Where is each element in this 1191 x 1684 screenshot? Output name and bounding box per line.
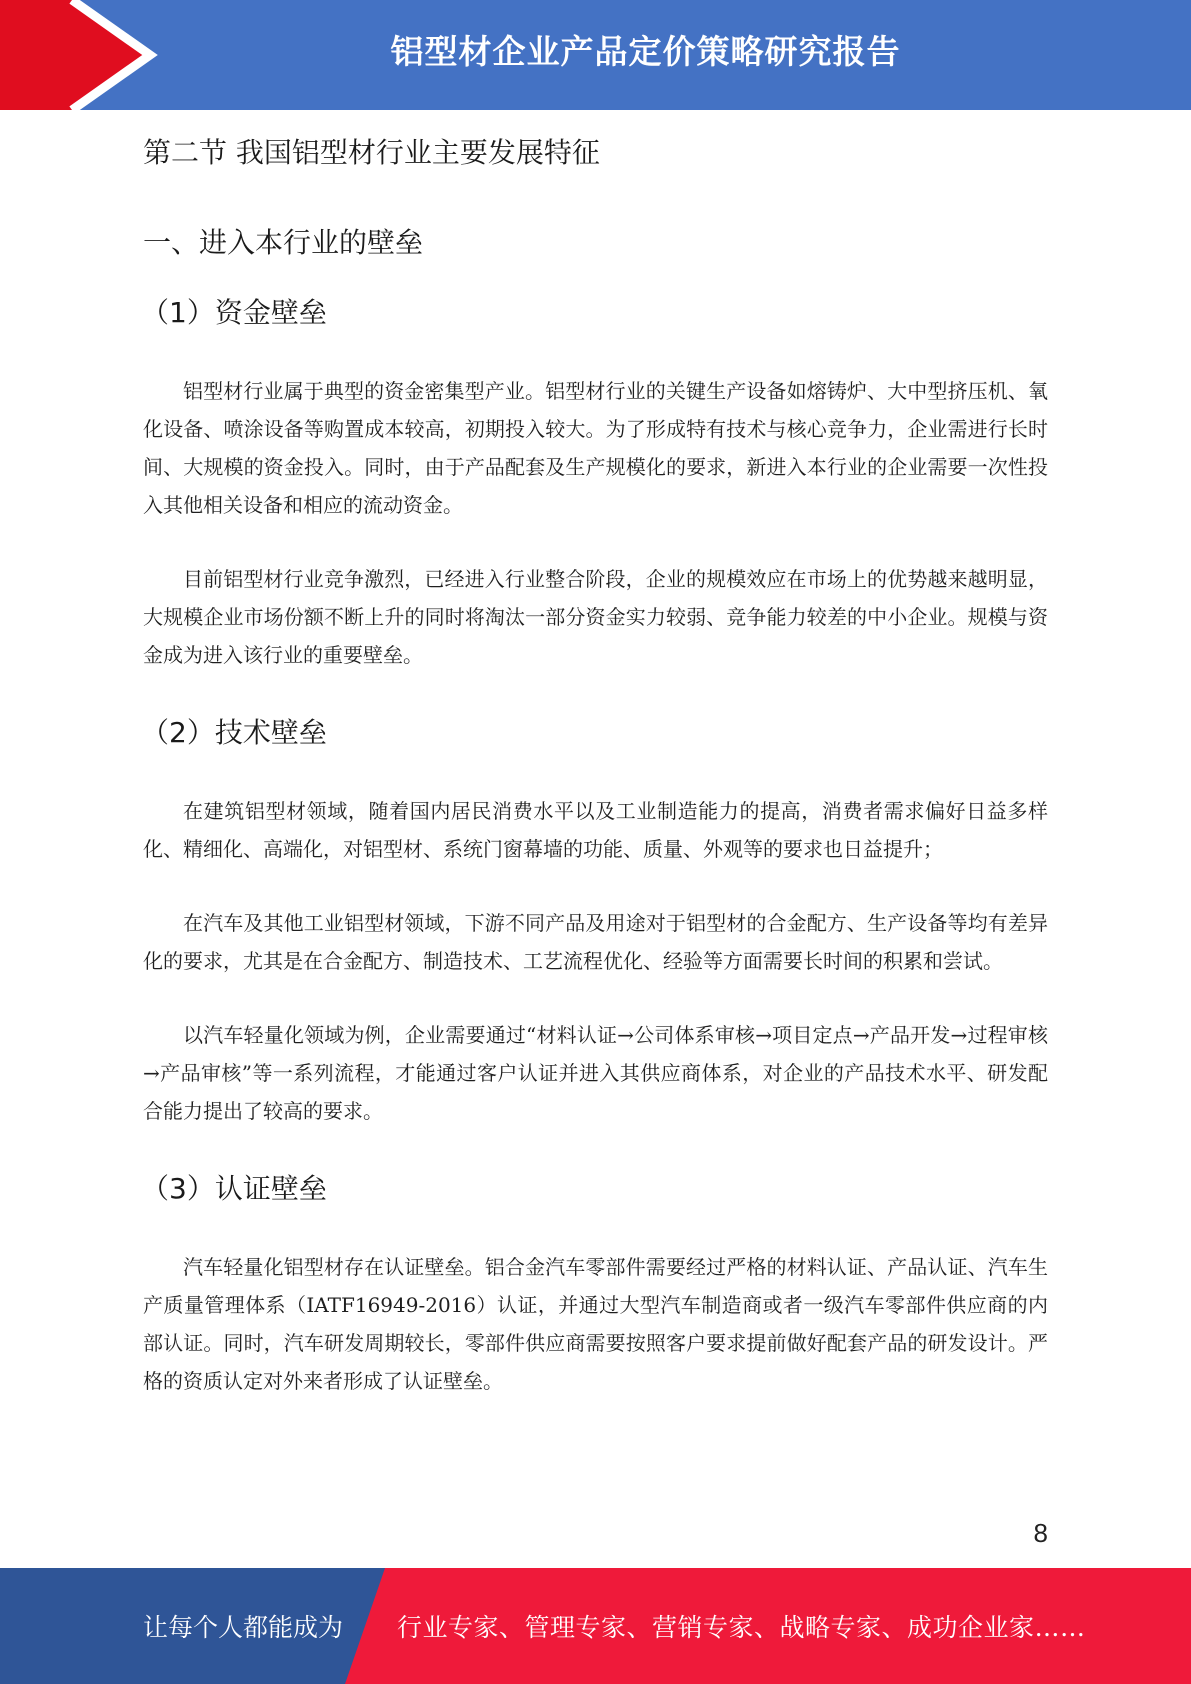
report-header (0, 0, 1191, 110)
footer-slogan: 让每个人都能成为 (143, 1613, 344, 1642)
paragraph: 目前铝型材行业竞争激烈，已经进入行业整合阶段，企业的规模效应在市场上的优势越来越明显，大规模企业市场份额不断上升的同时将淘汰一部分资金实力较弱、竞争能力较差的中小企业。规模与资金成为进入该行业的重要壁垒。 (143, 567, 1048, 667)
page-number: 8 (1033, 1518, 1048, 1548)
technology-barrier-heading: （2）技术壁垒 (141, 716, 327, 749)
page-footer (0, 1568, 1191, 1684)
capital-barrier-heading: （1）资金壁垒 (141, 296, 327, 329)
certification-barrier-heading: （3）认证壁垒 (141, 1172, 327, 1205)
report-title: 铝型材企业产品定价策略研究报告 (390, 32, 901, 71)
paragraph: 在汽车及其他工业铝型材领域，下游不同产品及用途对于铝型材的合金配方、生产设备等均有差异化的要求，尤其是在合金配方、制造技术、工艺流程优化、经验等方面需要长时间的积累和尝试。 (143, 911, 1048, 973)
paragraph: 铝型材行业属于典型的资金密集型产业。铝型材行业的关键生产设备如熔铸炉、大中型挤压机、氧化设备、喷涂设备等购置成本较高，初期投入较大。为了形成特有技术与核心竞争力，企业需进行长时间、大规模的资金投入。同时，由于产品配套及生产规模化的要求，新进入本行业的企业需要一次性投入其他相关设备和相应的流动资金。 (143, 379, 1048, 517)
footer-roles: 行业专家、管理专家、营销专家、战略专家、成功企业家…… (397, 1613, 1086, 1642)
paragraph: 在建筑铝型材领域，随着国内居民消费水平以及工业制造能力的提高，消费者需求偏好日益多样化、精细化、高端化，对铝型材、系统门窗幕墙的功能、质量、外观等的要求也日益提升； (143, 799, 1048, 861)
paragraph: 以汽车轻量化领域为例，企业需要通过“材料认证→公司体系审核→项目定点→产品开发→过程审核→产品审核”等一系列流程，才能通过客户认证并进入其供应商体系，对企业的产品技术水平、研发配合能力提出了较高的要求。 (143, 1023, 1048, 1123)
barriers-heading: 一、进入本行业的壁垒 (143, 226, 424, 259)
section-title: 第二节 我国铝型材行业主要发展特征 (143, 136, 600, 169)
header-chevron-icon (0, 0, 160, 110)
page-content (143, 128, 1048, 1440)
paragraph: 汽车轻量化铝型材存在认证壁垒。铝合金汽车零部件需要经过严格的材料认证、产品认证、汽车生产质量管理体系（IATF16949-2016）认证，并通过大型汽车制造商或者一级汽车零部件供应商的内部认证。同时，汽车研发周期较长，零部件供应商需要按照客户要求提前做好配套产品的研发设计。严格的资质认定对外来者形成了认证壁垒。 (143, 1255, 1048, 1393)
